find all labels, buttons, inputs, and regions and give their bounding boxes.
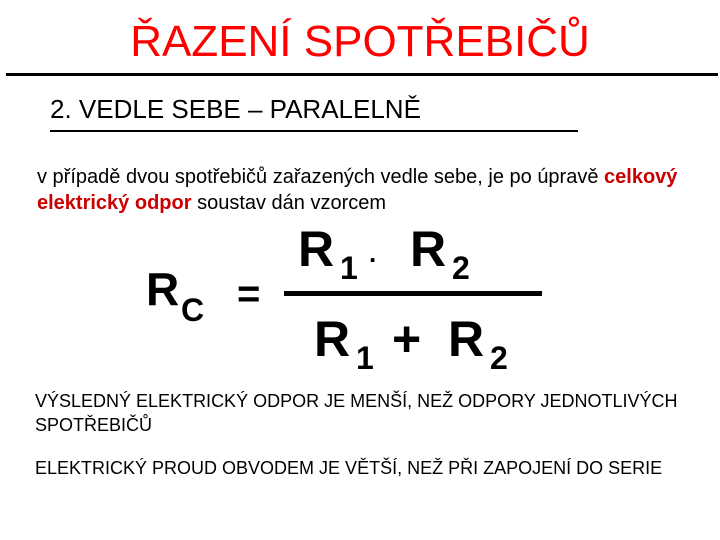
denominator-r1: R [314,311,351,367]
note-current: ELEKTRICKÝ PROUD OBVODEM JE VĚTŠÍ, NEŽ PŘI ZAPOJENÍ DO SERIE [35,458,663,478]
denominator-r1-subscript: 1 [356,340,374,376]
numerator-r2-subscript: 2 [452,250,470,286]
numerator-multiply-dot: . [369,238,377,268]
section-subtitle: 2. VEDLE SEBE – PARALELNĚ [50,94,421,124]
numerator-r1: R [298,221,335,277]
numerator-r1-subscript: 1 [340,250,358,286]
formula-lhs-subscript: C [181,292,205,328]
formula-lhs: R [146,263,180,315]
fraction-bar [284,291,542,296]
denominator-r2-subscript: 2 [490,340,508,376]
formula-equals: = [237,272,261,316]
intro-text-start: v případě dvou spotřebičů zařazených vedle sebe, je po úpravě [37,166,605,188]
numerator-r2: R [410,221,447,277]
denominator-plus: + [392,311,422,367]
intro-highlight: celkový elektrický odpor [37,166,678,214]
intro-text-end: soustav dán vzorcem [191,192,387,214]
slide-title: ŘAZENÍ SPOTŘEBIČŮ [130,17,590,66]
note-resistance: VÝSLEDNÝ ELEKTRICKÝ ODPOR JE MENŠÍ, NEŽ ODPORY JEDNOTLIVÝCH SPOTŘEBIČŮ [35,391,678,435]
denominator-r2: R [448,311,485,367]
